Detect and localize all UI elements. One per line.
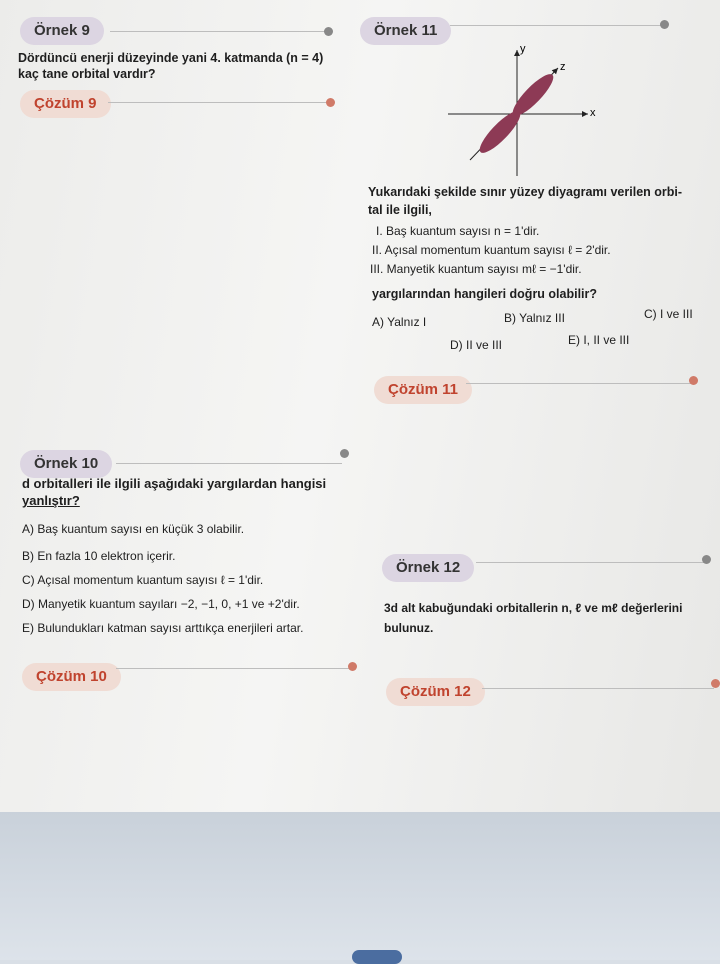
example-12-rule <box>476 562 706 563</box>
x-axis-label: x <box>590 107 596 119</box>
example-10-option-a: A) Baş kuantum sayısı en küçük 3 olabilir. <box>22 522 245 536</box>
example-10-option-d: D) Manyetik kuantum sayıları −2, −1, 0, +1 ve +2'dir. <box>22 597 300 611</box>
example-12-label: Örnek 12 <box>382 554 474 582</box>
solution-11-rule-dot <box>689 376 698 385</box>
background-object <box>352 950 402 964</box>
solution-10-rule-dot <box>348 662 357 671</box>
example-11-rule <box>450 25 662 26</box>
solution-12-rule-dot <box>711 679 720 688</box>
example-11-option-b: B) Yalnız III <box>504 311 565 325</box>
example-10-option-c: C) Açısal momentum kuantum sayısı ℓ = 1'dir. <box>22 573 264 587</box>
example-12-question-line2: bulunuz. <box>384 621 434 635</box>
example-11-statement-3: III. Manyetik kuantum sayısı mℓ = −1'dir. <box>370 262 582 276</box>
solution-9-label: Çözüm 9 <box>20 90 111 118</box>
example-10-option-b: B) En fazla 10 elektron içerir. <box>22 549 176 563</box>
example-11-statement-1: I. Baş kuantum sayısı n = 1'dir. <box>376 224 540 238</box>
solution-11-rule <box>466 383 692 384</box>
example-9-rule-dot <box>324 27 333 36</box>
solution-12-label: Çözüm 12 <box>386 678 485 706</box>
solution-10-rule <box>116 668 350 669</box>
example-11-option-a: A) Yalnız I <box>372 315 427 329</box>
example-10-option-e: E) Bulundukları katman sayısı arttıkça enerjileri artar. <box>22 621 304 635</box>
example-10-rule <box>116 463 342 464</box>
example-12-question-line1: 3d alt kabuğundaki orbitallerin n, ℓ ve mℓ değerlerini <box>384 601 683 615</box>
z-axis-label: z <box>560 61 566 73</box>
example-11-question-line2: tal ile ilgili, <box>368 203 432 217</box>
example-9-question-line2: kaç tane orbital vardır? <box>18 67 156 81</box>
example-11-rule-dot <box>660 20 669 29</box>
example-10-label: Örnek 10 <box>20 450 112 478</box>
example-9-rule <box>110 31 326 32</box>
example-10-question-line1: d orbitalleri ile ilgili aşağıdaki yargılardan hangisi <box>22 476 327 491</box>
solution-9-rule <box>108 102 326 103</box>
example-10-question-line2: yanlıştır? <box>22 493 80 508</box>
solution-10-label: Çözüm 10 <box>22 663 121 691</box>
example-11-question-line1: Yukarıdaki şekilde sınır yüzey diyagramı verilen orbi- <box>368 185 683 199</box>
example-12-rule-dot <box>702 555 711 564</box>
example-9-label: Örnek 9 <box>20 17 104 45</box>
solution-9-rule-dot <box>326 98 335 107</box>
orbital-diagram <box>440 40 610 180</box>
solution-12-rule <box>482 688 714 689</box>
example-9-question-line1: Dördüncü enerji düzeyinde yani 4. katmanda (n = 4) <box>18 51 324 65</box>
example-10-rule-dot <box>340 449 349 458</box>
example-11-question-line3: yargılarından hangileri doğru olabilir? <box>372 287 598 301</box>
y-axis-label: y <box>520 43 526 55</box>
solution-11-label: Çözüm 11 <box>374 376 472 404</box>
example-11-option-c: C) I ve III <box>644 307 693 321</box>
example-11-option-e: E) I, II ve III <box>568 333 630 347</box>
example-11-label: Örnek 11 <box>360 17 451 45</box>
example-11-option-d: D) II ve III <box>450 338 503 352</box>
example-11-statement-2: II. Açısal momentum kuantum sayısı ℓ = 2'dir. <box>372 243 611 257</box>
background-surface <box>0 812 720 960</box>
